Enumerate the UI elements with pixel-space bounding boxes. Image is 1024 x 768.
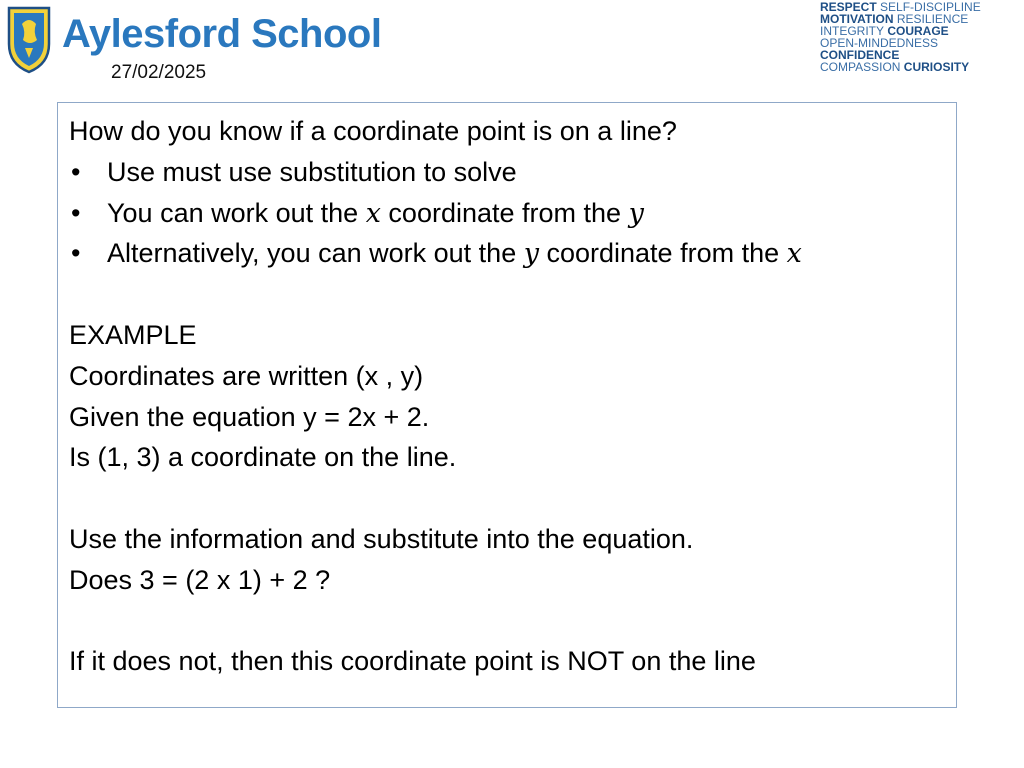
math-variable: x [786,238,802,270]
math-variable: y [523,238,539,270]
bullet-item [69,233,802,274]
content-text [69,111,802,682]
bullet-item [69,152,802,193]
spacer [69,601,802,642]
example-line: Is (1, 3) a coordinate on the line. [69,442,457,473]
math-variable: x [365,197,381,229]
math-variable: y [628,197,644,229]
school-value-word: RESILIENCE [893,12,969,26]
bullet-text: Use must use substitution to solve [107,156,517,187]
school-value-word: OPEN-MINDEDNESS [820,36,939,50]
method-line: Use the information and substitute into the equation. [69,523,694,554]
school-value-word: INTEGRITY [820,24,885,38]
conclusion-line: If it does not, then this coordinate point is NOT on the line [69,646,756,677]
school-value-word: SELF-DISCIPLINE [876,0,981,14]
bullet-text: Alternatively, you can work out the [107,238,524,269]
example-line: Coordinates are written (x , y) [69,360,424,391]
spacer [69,274,802,315]
bullet-icon: • [71,238,81,269]
school-values [820,1,1022,73]
bullet-text: You can work out the [107,197,366,228]
bullet-icon: • [71,197,81,228]
school-name: Aylesford School [62,12,382,56]
school-value-word: RESPECT [820,0,877,14]
spacer [69,478,802,519]
bullet-item [69,193,802,234]
school-value-word: CURIOSITY [900,60,970,74]
slide-date: 27/02/2025 [111,62,207,83]
school-value-word: MOTIVATION [820,12,894,26]
bullet-text: coordinate from the [380,197,629,228]
school-value-row [820,61,1022,73]
method-line: Does 3 = (2 x 1) + 2 ? [69,564,331,595]
bullet-icon: • [71,156,81,187]
bullet-text: coordinate from the [538,238,787,269]
content-box [57,102,957,708]
school-value-word: COMPASSION [820,60,901,74]
school-value-word: CONFIDENCE [820,48,900,62]
school-crest-icon [6,4,52,74]
question-line: How do you know if a coordinate point is on a line? [69,116,677,146]
school-value-word: COURAGE [884,24,949,38]
example-heading: EXAMPLE [69,319,197,350]
example-line: Given the equation y = 2x + 2. [69,401,430,432]
bullet-list [69,152,802,274]
